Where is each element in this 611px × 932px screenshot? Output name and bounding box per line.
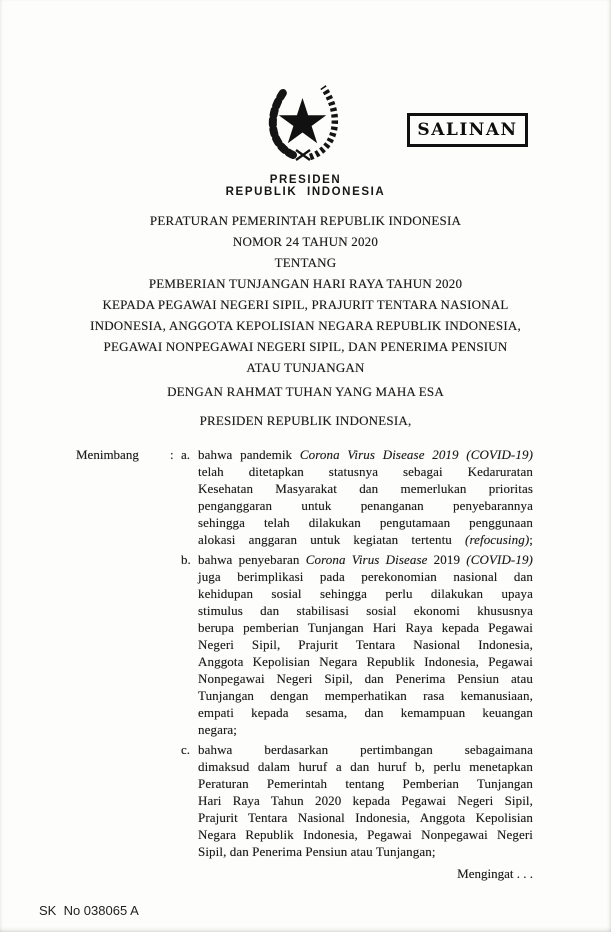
item-letter: b.	[181, 552, 191, 567]
text-line: berupa pemberian Tunjangan Hari Raya kepada Pegawai	[198, 620, 533, 635]
item-letter: a.	[181, 447, 191, 462]
text-line: Hari Raya Tahun 2020 kepada Pegawai Negeri Sipil,	[198, 793, 533, 808]
text-line: dimaksud dalam huruf a dan huruf b, perlu menetapkan	[198, 759, 533, 774]
text-line: Sipil, dan Penerima Pensiun atau Tunjangan;	[198, 844, 436, 859]
menimbang-items	[181, 446, 533, 860]
text-line: Anggota Kepolisian Negara Republik Indonesia, Pegawai	[198, 654, 533, 669]
rahmat-line: DENGAN RAHMAT TUHAN YANG MAHA ESA	[167, 384, 444, 399]
text-line: alokasi anggaran untuk kegiatan tertentu (refocusing);	[198, 532, 533, 547]
text-line: telah ditetapkan statusnya sebagai Kedaruratan	[198, 464, 533, 479]
menimbang-label: Menimbang	[76, 447, 139, 462]
menimbang-item	[181, 551, 533, 738]
title-line: PERATURAN PEMERINTAH REPUBLIK INDONESIA	[149, 213, 462, 228]
sk-number: SK No 038065 A	[39, 903, 139, 918]
text-line: Kesehatan Masyarakat dan memerlukan prioritas	[198, 481, 533, 496]
title-line: NOMOR 24 TAHUN 2020	[232, 234, 379, 249]
text-line: Prajurit Tentara Nasional Indonesia, Anggota Kepolisian	[198, 810, 533, 825]
text-line: empati kepada sesama, dan kemampuan keuangan	[198, 705, 533, 720]
letterhead-republik-indonesia: REPUBLIK INDONESIA	[225, 186, 386, 198]
text-line: kehidupan sosial sehingga perlu dilakukan upaya	[198, 586, 533, 601]
title-line: PEMBERIAN TUNJANGAN HARI RAYA TAHUN 2020	[148, 276, 463, 291]
menimbang-item	[181, 741, 533, 860]
text-line: stimulus dan stabilisasi sosial ekonomi khususnya	[198, 603, 533, 618]
salinan-stamp-label: SALINAN	[417, 120, 518, 140]
page-title	[0, 210, 611, 378]
title-line: KEPADA PEGAWAI NEGERI SIPIL, PRAJURIT TENTARA NASIONAL	[102, 297, 509, 312]
title-line: PEGAWAI NONPEGAWAI NEGERI SIPIL, DAN PENERIMA PENSIUN	[103, 339, 508, 354]
catchword-mengingat: Mengingat . . .	[457, 866, 533, 881]
text-line: Nonpegawai Negeri Sipil, dan Penerima Pensiun atau	[198, 671, 533, 686]
title-line: INDONESIA, ANGGOTA KEPOLISIAN NEGARA REPUBLIK INDONESIA,	[90, 318, 521, 333]
text-line: bahwa penyebaran Corona Virus Disease 2019 (COVID-19)	[198, 552, 533, 567]
text-line: penganggaran untuk penanganan penyebarannya	[198, 498, 533, 513]
text-line: bahwa pandemik Corona Virus Disease 2019 (COVID-19)	[198, 447, 533, 462]
letterhead-presiden: PRESIDEN	[269, 174, 342, 186]
menimbang-item	[181, 446, 533, 548]
text-line: sehingga telah dilakukan pengutamaan penggunaan	[198, 515, 533, 530]
text-line: Negara Republik Indonesia, Pegawai Nonpegawai Negeri	[198, 827, 533, 842]
presidential-star-wreath-emblem-icon	[261, 81, 345, 161]
presiden-republik-line: PRESIDEN REPUBLIK INDONESIA,	[199, 413, 412, 428]
text-line: Negeri Sipil, Prajurit Tentara Nasional Indonesia,	[198, 637, 533, 652]
text-line: bahwa berdasarkan pertimbangan sebagaimana	[198, 742, 533, 757]
text-line: juga berimplikasi pada perekonomian nasional dan	[198, 569, 533, 584]
text-line: negara;	[198, 722, 237, 737]
text-line: Peraturan Pemerintah tentang Pemberian Tunjangan	[198, 776, 533, 791]
item-letter: c.	[181, 742, 191, 757]
title-line: TENTANG	[274, 255, 337, 270]
menimbang-section	[76, 446, 533, 863]
salinan-stamp	[407, 113, 528, 147]
text-line: Tunjangan dengan memperhatikan rasa kemanusiaan,	[198, 688, 533, 703]
menimbang-colon: :	[170, 447, 174, 462]
title-line: ATAU TUNJANGAN	[246, 360, 365, 375]
